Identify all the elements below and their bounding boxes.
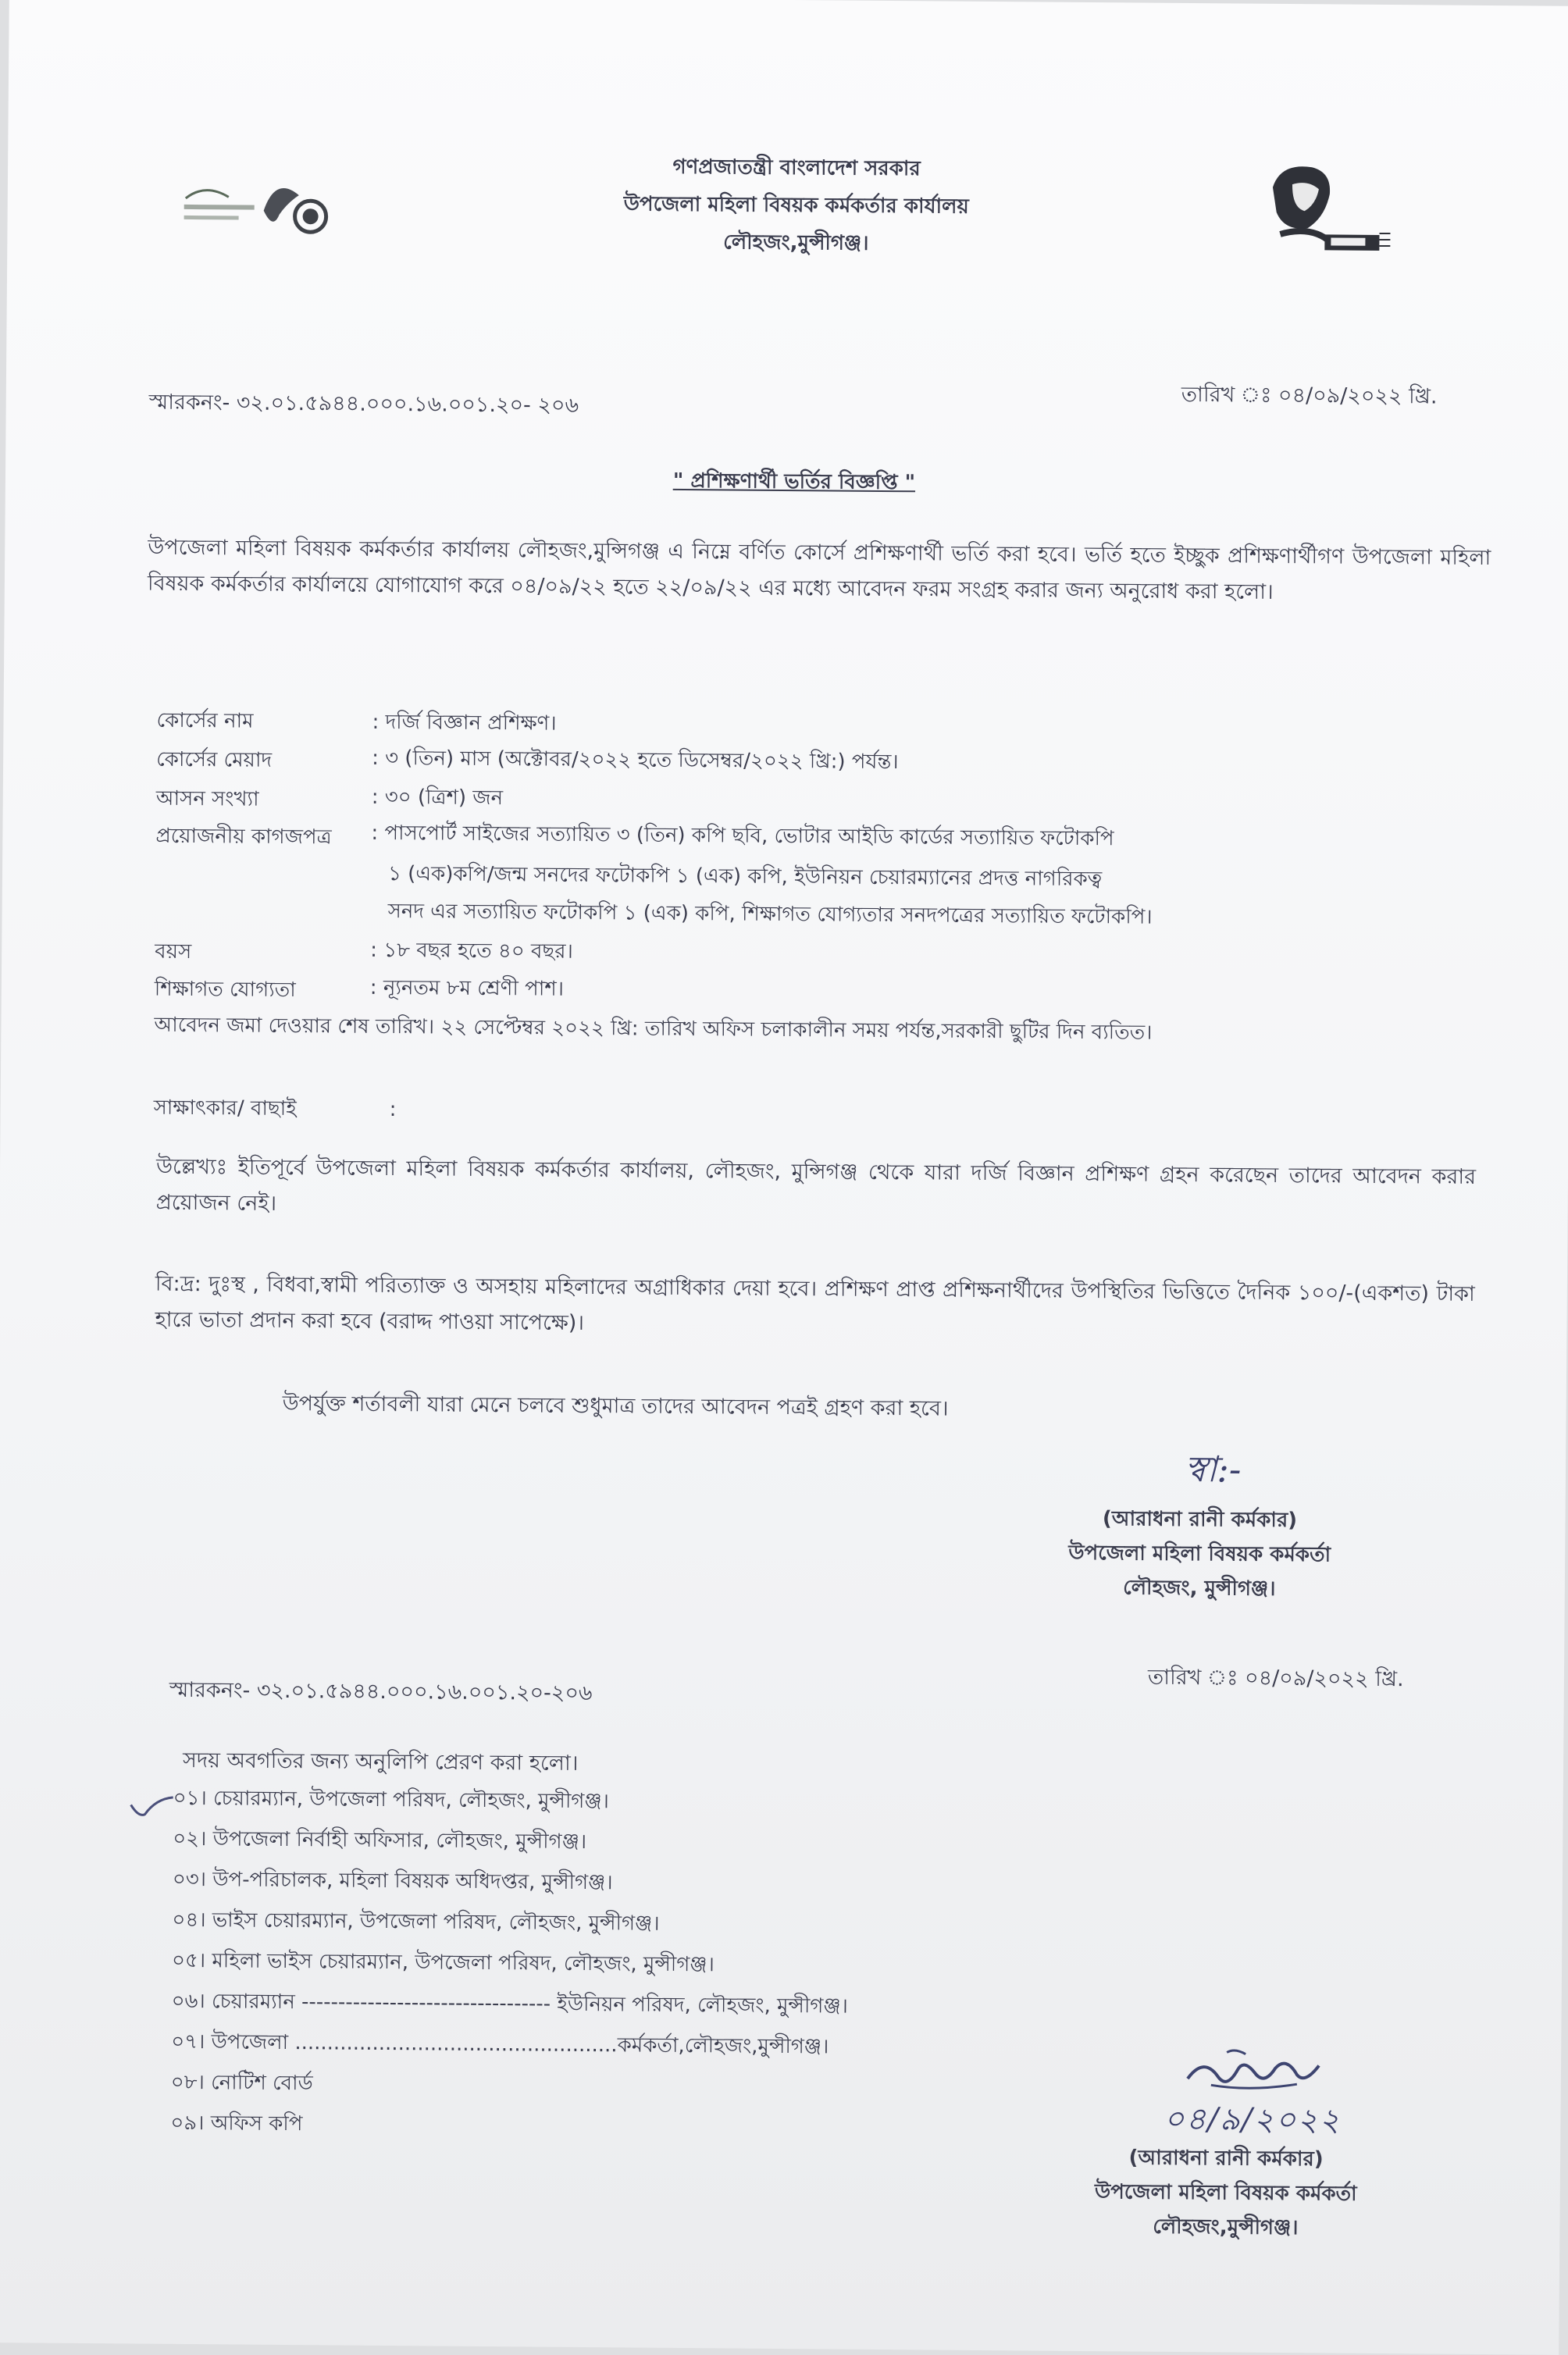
documents-value-line-1: : পাসপোর্ট সাইজের সত্যায়িত ৩ (তিন) কপি ছবি, ভোটার আইডি কার্ডের সত্যায়িত ফটোকপি	[371, 821, 1114, 851]
duration-value: : ৩ (তিন) মাস (অক্টোবর/২০২২ হতে ডিসেম্বর/২০২২ খ্রি:) পর্যন্ত।	[372, 746, 899, 775]
mujib-borsho-logo-icon	[169, 167, 334, 247]
header-line-1: গণপ্রজাতন্ত্রী বাংলাদেশ সরকার	[672, 155, 921, 181]
officer-place: লৌহজং, মুন্সীগঞ্জ।	[1123, 1576, 1276, 1601]
handwritten-date: ০৪/৯/২০২২	[1164, 2100, 1342, 2139]
interview-value: :	[389, 1098, 397, 1122]
course-name-label: কোর্সের নাম	[156, 708, 254, 733]
education-label: শিক্ষাগত যোগ্যতা	[154, 977, 296, 1003]
list-item: ০১। চেয়ারম্যান, উপজেলা পরিষদ, লৌহজং, মুন্সীগঞ্জ।	[173, 1786, 610, 1814]
course-name-value: : দর্জি বিজ্ঞান প্রশিক্ষণ।	[372, 710, 557, 736]
documents-value-line-2: ১ (এক)কপি/জন্ম সনদের ফটোকপি ১ (এক) কপি, ইউনিয়ন চেয়ারম্যানের প্রদত্ত নাগরিকত্ব	[387, 862, 1103, 892]
memo-date-2: তারিখ ঃ ০৪/০৯/২০২২ খ্রি.	[1147, 1665, 1404, 1692]
list-item: ০৯। অফিস কপি	[170, 2111, 303, 2136]
note-already-trained: উল্লেখ্যঃ ইতিপূর্বে উপজেলা মহিলা বিষয়ক কর্মকর্তার কার্যালয়, লৌহজং, মুন্সিগঞ্জ থেকে যারা দর্জি বিজ্ঞান প্রশিক্ষণ গ্রহন করেছেন তাদের আবেদন করার প্রয়োজন নেই।	[155, 1154, 1477, 1216]
list-item: ০২। উপজেলা নির্বাহী অফিসার, লৌহজং, মুন্সীগঞ্জ।	[173, 1826, 587, 1854]
age-label: বয়স	[155, 939, 192, 964]
list-item: ০৬। চেয়ারম্যান ---------------------------------- ইউনিয়ন পরিষদ, লৌহজং, মুন্সীগঞ্জ।	[171, 1989, 849, 2018]
officer-place: লৌহজং,মুন্সীগঞ্জ।	[1153, 2214, 1299, 2240]
closing-line: উপর্যুক্ত শর্তাবলী যারা মেনে চলবে শুধুমাত্র তাদের আবেদন পত্রই গ্রহণ করা হবে।	[282, 1391, 949, 1421]
officer-name: (আরাধনা রানী কর্মকার)	[1128, 2146, 1324, 2172]
portrait-logo-icon	[1237, 156, 1402, 267]
seats-value: : ৩০ (ত্রিশ) জন	[371, 785, 504, 811]
memo-reference-2: স্মারকনং- ৩২.০১.৫৯৪৪.০০০.১৬.০০১.২০-২০৬	[169, 1677, 593, 1706]
distribution-intro: সদয় অবগতির জন্য অনুলিপি প্রেরণ করা হলো।	[182, 1748, 579, 1776]
note-priority-allowance: বি:দ্র: দুঃস্থ , বিধবা,স্বামী পরিত্যাক্ত ও অসহায় মহিলাদের অগ্রাধিকার দেয়া হবে। প্রশিক্ষণ প্রাপ্ত প্রশিক্ষনার্থীদের উপস্থিতির ভিত্তিতে দৈনিক ১০০/-(একশত) টাকা হারে ভাতা প্রদান করা হবে (বরাদ্দ পাওয়া সাপেক্ষে)।	[155, 1271, 1475, 1335]
officer-designation: উপজেলা মহিলা বিষয়ক কর্মকর্তা	[1094, 2180, 1357, 2206]
handwritten-signature-1: স্বা:-	[1184, 1448, 1242, 1491]
notice-title: " প্রশিক্ষণার্থী ভর্তির বিজ্ঞপ্তি "	[672, 469, 916, 495]
officer-name: (আরাধনা রানী কর্মকার)	[1102, 1507, 1298, 1533]
documents-value-line-3: সনদ এর সত্যায়িত ফটোকপি ১ (এক) কপি, শিক্ষাগত যোগ্যতার সনদপত্রের সত্যায়িত ফটোকপি।	[387, 900, 1153, 929]
intro-paragraph: উপজেলা মহিলা বিষয়ক কর্মকর্তার কার্যালয় লৌহজং,মুন্সিগঞ্জ এ নিম্নে বর্ণিত কোর্সে প্রশিক্ষণার্থী ভর্তি করা হবে। ভর্তি হতে ইচ্ছুক প্রশিক্ষণার্থীগণ উপজেলা মহিলা বিষয়ক কর্মকর্তার কার্যালয়ে যোগাযোগ করে ০৪/০৯/২২ হতে ২২/০৯/২২ এর মধ্যে আবেদন ফরম সংগ্রহ করার জন্য অনুরোধ করা হলো।	[147, 535, 1491, 604]
list-item: ০৩। উপ-পরিচালক, মহিলা বিষয়ক অধিদপ্তর, মুন্সীগঞ্জ।	[172, 1867, 613, 1895]
memo-reference: স্মারকনং- ৩২.০১.৫৯৪৪.০০০.১৬.০০১.২০- ২০৬	[148, 390, 579, 418]
education-value: : ন্যূনতম ৮ম শ্রেণী পাশ।	[369, 975, 565, 1001]
seats-label: আসন সংখ্যা	[155, 786, 259, 811]
list-item: ০৭। উপজেলা ..................................................কর্মকর্তা,লৌহজং,মুন্সীগঞ্জ।	[171, 2029, 829, 2059]
header-line-3: লৌহজং,মুন্সীগঞ্জ।	[723, 230, 869, 255]
distribution-list	[170, 1785, 850, 2156]
duration-label: কোর্সের মেয়াদ	[156, 747, 273, 772]
documents-label: প্রয়োজনীয় কাগজপত্র	[155, 824, 332, 850]
checkmark-icon	[129, 1790, 152, 1822]
deadline-text: আবেদন জমা দেওয়ার শেষ তারিখ। ২২ সেপ্টেম্বর ২০২২ খ্রি: তারিখ অফিস চলাকালীন সময় পর্যন্ত,সরকারী ছুটির দিন ব্যতিত।	[154, 1013, 1153, 1045]
officer-signature-block-1	[989, 1501, 1411, 1607]
age-value: : ১৮ বছর হতে ৪০ বছর।	[370, 938, 573, 964]
officer-designation: উপজেলা মহিলা বিষয়ক কর্মকর্তা	[1068, 1541, 1331, 1567]
list-item: ০৫। মহিলা ভাইস চেয়ারম্যান, উপজেলা পরিষদ, লৌহজং, মুন্সীগঞ্জ।	[171, 1948, 715, 1977]
officer-signature-block-2	[1014, 2139, 1437, 2246]
handwritten-signature-2-icon	[1180, 2041, 1337, 2097]
header-line-2: উপজেলা মহিলা বিষয়ক কর্মকর্তার কার্যালয়	[623, 192, 969, 219]
memo-date: তারিখ ঃ ০৪/০৯/২০২২ খ্রি.	[1181, 382, 1438, 409]
list-item: ০৮। নোটিশ বোর্ড	[170, 2070, 313, 2096]
interview-label: সাক্ষাৎকার/ বাছাই	[153, 1096, 297, 1121]
list-item: ০৪। ভাইস চেয়ারম্যান, উপজেলা পরিষদ, লৌহজং, মুন্সীগঞ্জ।	[172, 1908, 660, 1936]
